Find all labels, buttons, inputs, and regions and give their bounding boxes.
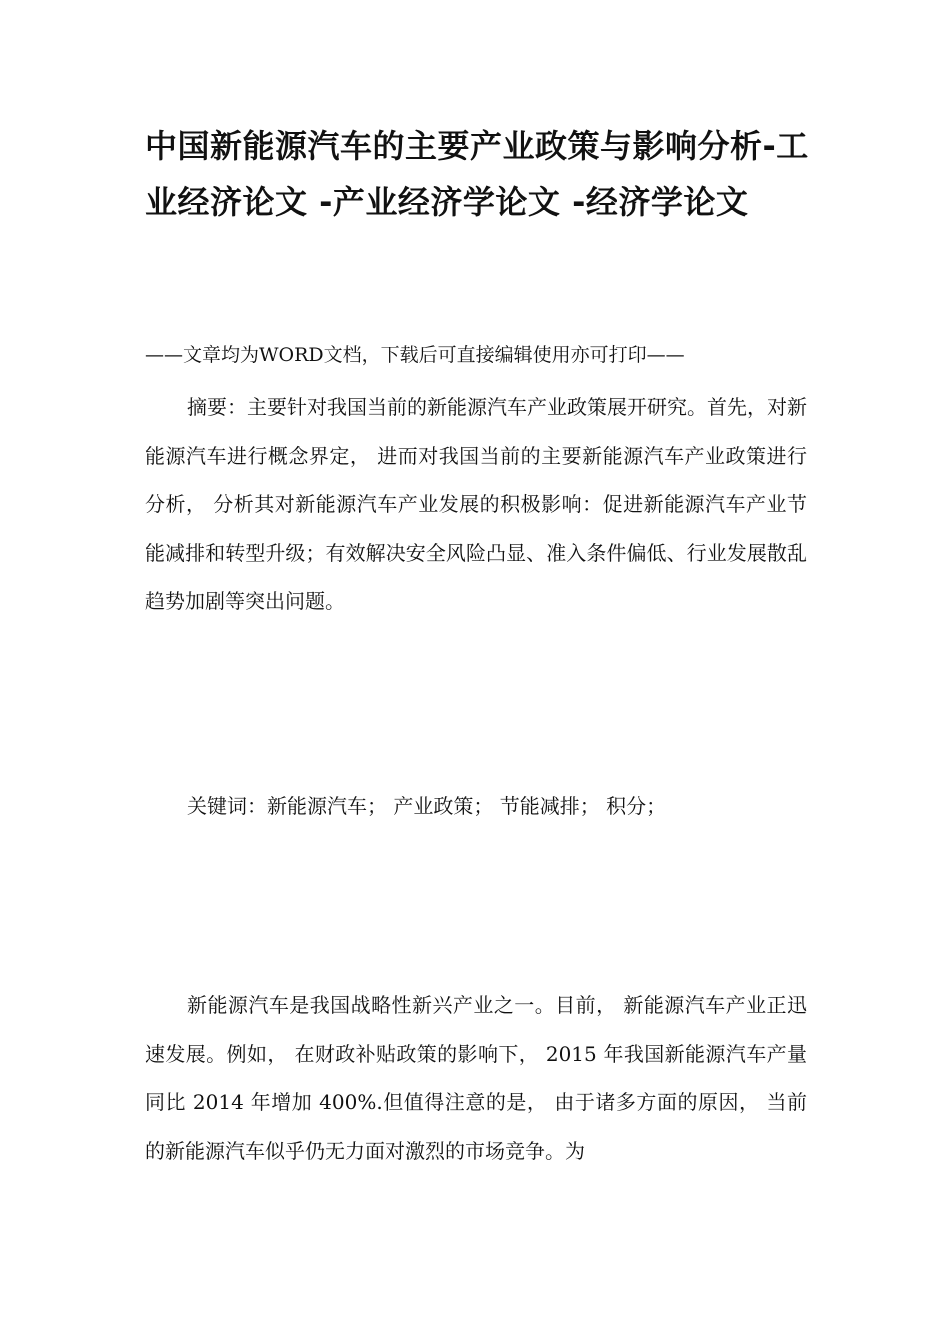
document-subtitle: ——文章均为WORD文档，下载后可直接编辑使用亦可打印—— bbox=[145, 344, 685, 366]
keywords-line: 关键词：新能源汽车； 产业政策； 节能减排； 积分； bbox=[187, 794, 667, 818]
abstract-paragraph: 摘要：主要针对我国当前的新能源汽车产业政策展开研究。首先，对新能源汽车进行概念界定， 进而对我国当前的主要新能源汽车产业政策进行分析， 分析其对新能源汽车产业发展的积极影响：促进新能源汽车产业节能减排和转型升级；有效解决安全风险凸显、准入条件偏低、行业发展散乱趋势加剧等突出问题。 bbox=[145, 395, 807, 613]
body-paragraph: 新能源汽车是我国战略性新兴产业之一。目前， 新能源汽车产业正迅速发展。例如， 在财政补贴政策的影响下， 2015 年我国新能源汽车产量同比 2014 年增加 400%.但值得注意的是， 由于诸多方面的原因， 当前的新能源汽车似乎仍无力面对激烈的市场竞争。为 bbox=[145, 993, 807, 1163]
document-title: 中国新能源汽车的主要产业政策与影响分析-工业经济论文 -产业经济学论文 -经济学论文 bbox=[145, 127, 809, 221]
